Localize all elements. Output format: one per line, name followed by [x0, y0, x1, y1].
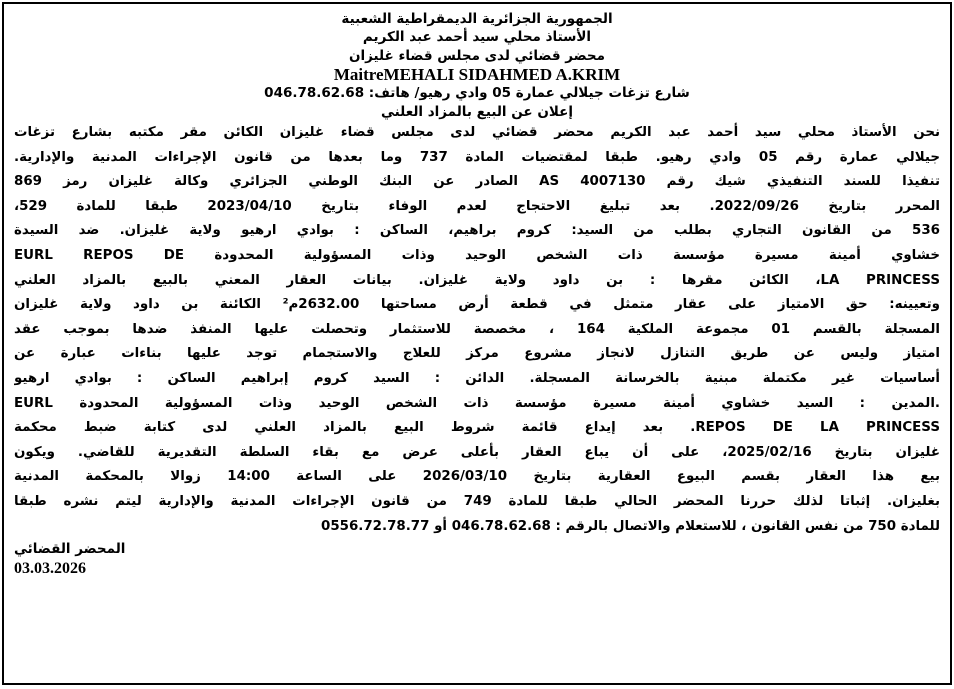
body-line: المسجلة بالقسم 01 مجموعة الملكية 164 ، مخصصة للاستثمار وتحصلت عليها المنفذ ضدها بموجب عقد	[14, 321, 940, 337]
body-line: تنفيذا للسند التنفيذي شيك رقم AS 4007130 الصادر عن البنك الوطني الجزائري وكالة غليزان رمز 869	[14, 174, 940, 190]
body-line: .المدين : السيد خشاوي أمينة مسيرة مؤسسة ذات الشخص الوحيد وذات المسؤولية المحدودة EURL	[14, 395, 940, 411]
body-line: جيلالي عمارة رقم 05 وادي رهيو. طبقا لمقتضيات المادة 737 وما بعدها من قانون الإجراءات المدنية والإدارية.	[14, 149, 940, 165]
body-line: LA PRINCESS، الكائن مقرها : بن داود ولاية غليزان. بيانات العقار المعني بالبيع بالمزاد العلني	[14, 272, 940, 288]
republic-line: الجمهورية الجزائرية الديمقراطية الشعبية	[341, 11, 613, 27]
body-line: أساسيات غير مكتملة مبنية بالخرسانة المسجلة. الدائن : السيد كروم إبراهيم الساكن : بوادي ارهيو	[14, 370, 940, 386]
body-line: وتعيينه: حق الامتياز على عقار متمثل في قطعة أرض مساحتها 2632.00م² الكائنة بن داود ولاية غليزان	[14, 297, 940, 313]
body-line: نحن الأستاذ محلي سيد أحمد عبد الكريم محضر قضائي لدى مجلس قضاء غليزان الكائن مقر مكتبه بشارع تزغات	[14, 125, 940, 141]
bailiff-name: الأستاذ محلي سيد أحمد عبد الكريم	[362, 29, 592, 46]
address-phone: شارع تزغات جيلالي عمارة 05 وادي رهيو/ هاتف: 046.78.62.68	[264, 85, 690, 102]
body-line: خشاوي أمينة مسيرة مؤسسة ذات الشخص الوحيد وذات المسؤولية المحدودة EURL REPOS DE	[14, 248, 940, 263]
body-line: REPOS DE LA PRINCESS. بعد إيداع قائمة شروط البيع بالمزاد العلني لدى كتابة ضبط محكمة	[14, 420, 940, 436]
legal-notice	[2, 2, 952, 685]
body-line: امتياز وليس عن طريق التنازل لانجاز مشروع مركز للعلاج والاستجمام توجد عليها بناءات عبارة عن	[14, 346, 940, 362]
body-line: بغليزان. إثباتا لذلك حررنا المحضر الحالي طبقا للمادة 749 من قانون الإجراءات المدنية والإدارية ليتم نشره طبقا	[14, 493, 940, 509]
bailiff-latin-name: MaitreMEHALI SIDAHMED A.KRIM	[333, 65, 621, 85]
notice-header	[14, 10, 940, 121]
notice-body	[14, 121, 940, 539]
body-line: غليزان بتاريخ 2025/02/16، على أن يباع العقار بأعلى عرض مع بقاء السلطة التقديرية للقاضي. ويكون	[14, 444, 940, 460]
notice-footer	[14, 539, 940, 579]
signature-title: المحضر القضائي	[14, 541, 126, 558]
signature-date: 03.03.2026	[14, 560, 86, 578]
body-line: المحرر بتاريخ 2022/09/26. بعد تبليغ الاحتجاج لعدم الوفاء بتاريخ 2023/04/10 طبقا للمادة 529،	[14, 198, 940, 214]
body-line: بيع هذا العقار بقسم البيوع العقارية بتاريخ 2026/03/10 على الساعة 14:00 زوالا بالمحكمة المدنية	[14, 469, 940, 485]
notice-title: إعلان عن البيع بالمزاد العلني	[381, 103, 573, 120]
bailiff-office: محضر قضائي لدى مجلس قضاء غليزان	[348, 47, 606, 64]
body-line: 536 من القانون التجاري بطلب من السيد: كروم براهيم، الساكن : بوادي ارهيو ولاية غليزان. ضد السيدة	[14, 223, 940, 239]
body-line: للمادة 750 من نفس القانون ، للاستعلام والاتصال بالرقم : 046.78.62.68 أو 0556.72.78.77	[321, 518, 940, 534]
